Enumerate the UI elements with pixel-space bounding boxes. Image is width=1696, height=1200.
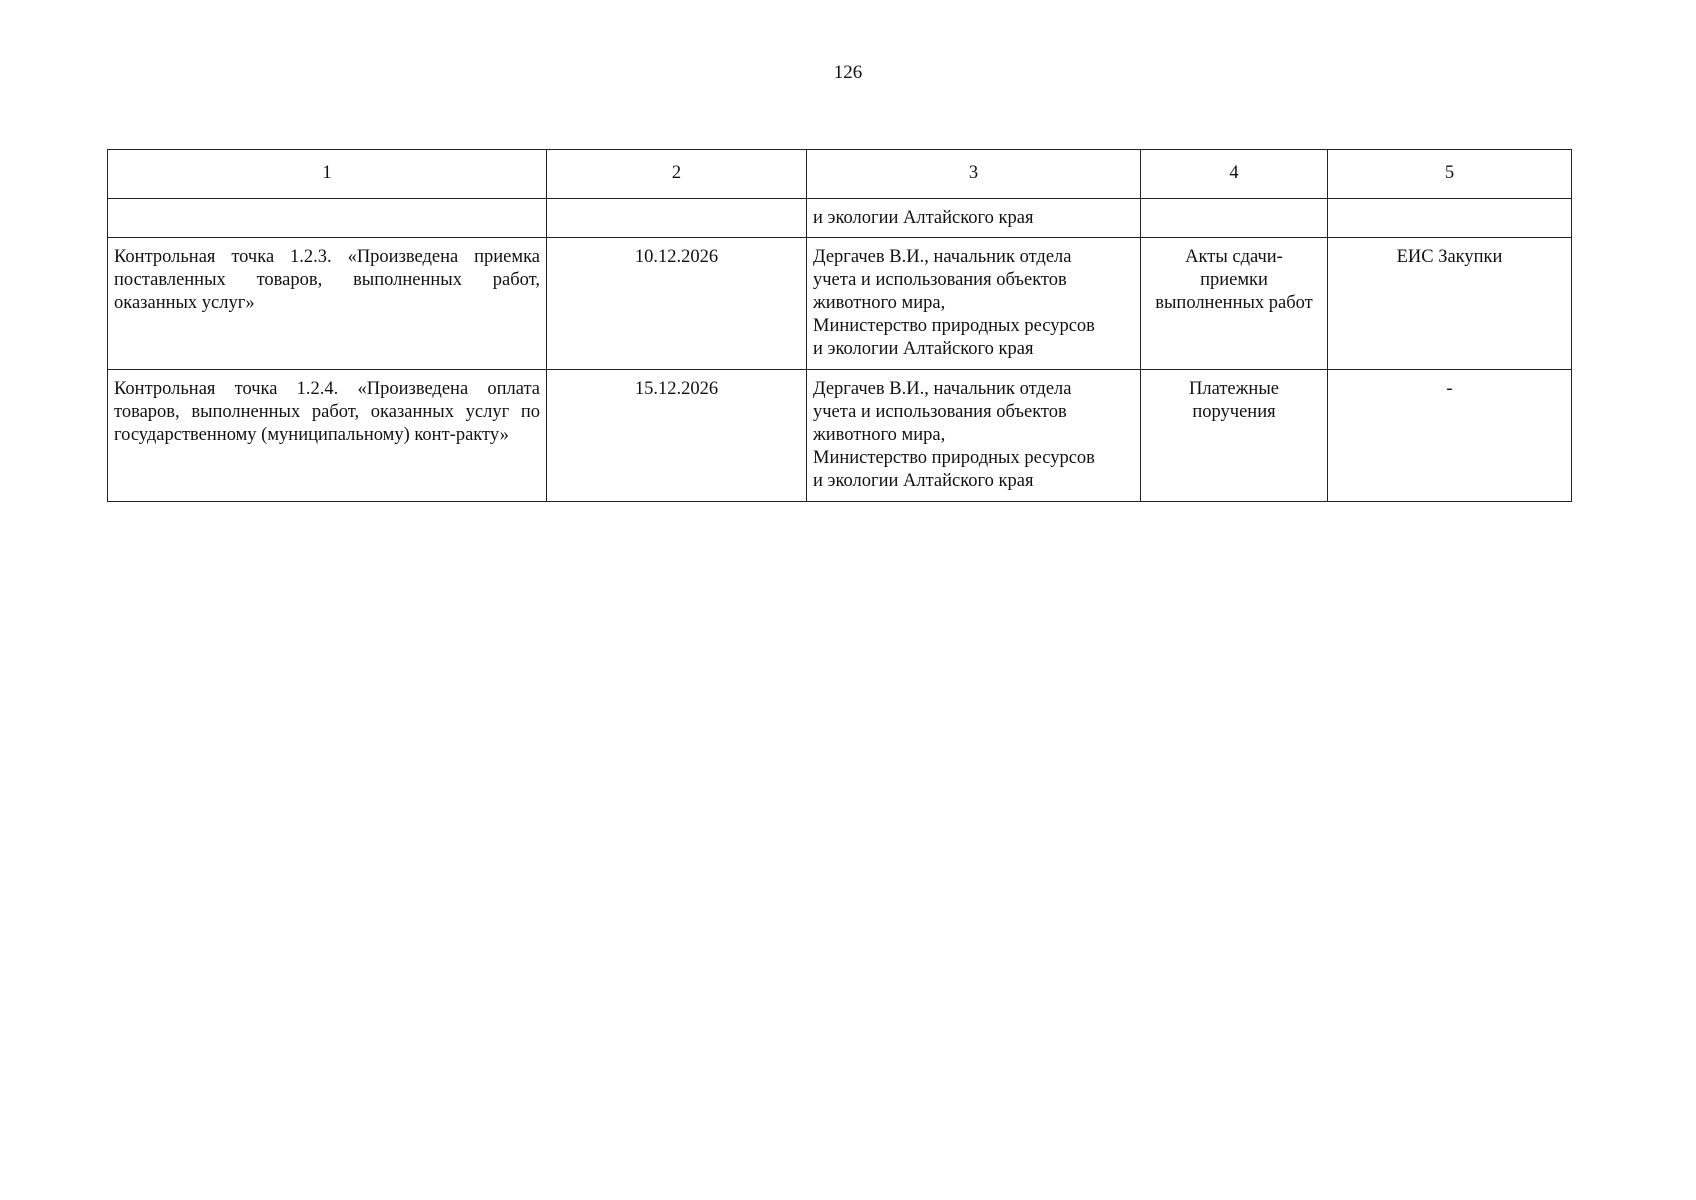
control-point-system: ЕИС Закупки [1328,238,1572,370]
control-point-responsible [807,370,1141,502]
document-line: Акты сдачи- [1185,247,1283,267]
column-header-4: 4 [1141,150,1328,199]
control-point-name: Контрольная точка 1.2.4. «Произведена оплата товаров, выполненных работ, оказанных услуг по государственному (муниципальному) конт-ракту» [108,370,547,502]
table-row-continuation [108,199,1572,238]
responsible-line: Дергачев В.И., начальник отдела [813,379,1072,399]
table-header-row [108,150,1572,199]
control-point-date: 10.12.2026 [547,238,807,370]
responsible-line: и экологии Алтайского края [813,339,1034,359]
control-point-date: 15.12.2026 [547,370,807,502]
responsible-line: животного мира, [813,293,946,313]
table-row [108,238,1572,370]
document-line: поручения [1192,402,1276,422]
control-point-document [1141,370,1328,502]
control-point-name: Контрольная точка 1.2.3. «Произведена приемка поставленных товаров, выполненных работ, оказанных услуг» [108,238,547,370]
responsible-line: Дергачев В.И., начальник отдела [813,247,1072,267]
document-line: Платежные [1189,379,1279,399]
responsible-line: Министерство природных ресурсов [813,316,1095,336]
document-line: выполненных работ [1155,293,1313,313]
cell-continuation-document [1141,199,1328,238]
responsible-line: учета и использования объектов [813,402,1067,422]
cell-continuation-name [108,199,547,238]
control-point-responsible [807,238,1141,370]
control-points-table [107,149,1572,502]
column-header-5: 5 [1328,150,1572,199]
column-header-2: 2 [547,150,807,199]
control-point-document [1141,238,1328,370]
table-row [108,370,1572,502]
responsible-line: животного мира, [813,425,946,445]
page-number: 126 [833,62,863,83]
responsible-line: учета и использования объектов [813,270,1067,290]
document-line: приемки [1200,270,1268,290]
responsible-line: и экологии Алтайского края [813,471,1034,491]
column-header-1: 1 [108,150,547,199]
column-header-3: 3 [807,150,1141,199]
cell-continuation-responsible: и экологии Алтайского края [807,199,1141,238]
responsible-line: Министерство природных ресурсов [813,448,1095,468]
control-point-system: - [1328,370,1572,502]
cell-continuation-system [1328,199,1572,238]
cell-continuation-date [547,199,807,238]
